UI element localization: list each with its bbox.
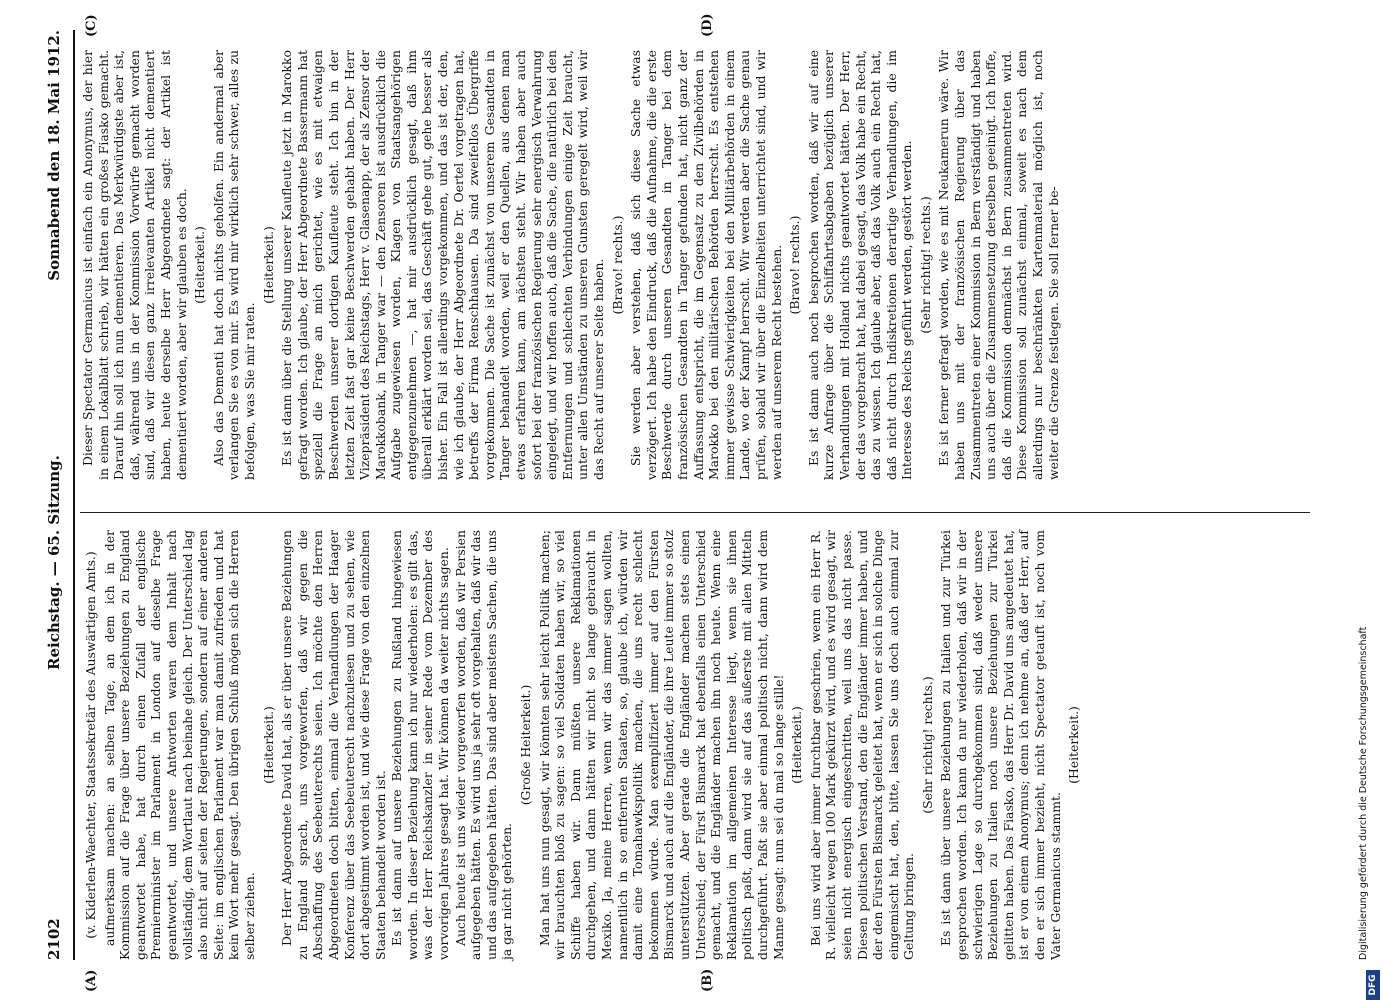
paragraph: Sie werden aber verstehen, daß sich diese Sache etwas verzögert. Ich habe den Eindruck, daß die Aufnahme, die die erste Beschwerde durch unseren Gesandten in Tanger bei dem französischen Gesandten in Tanger gefunden hat, nicht ganz der Auffassung entspricht, die im Gegensatz zu den Zivilbehörden in Marokko bei den militärischen Behörden herrscht. Es entstehen immer gewisse Schwierigkeiten bei den Militärbehörden in einem Lande, wo der Kampf herrscht. Wir werden aber die Sache genau prüfen, sobald wir über die Einzelheiten unterrichtet sind, und wir werden auf unserem Recht bestehen.: [628, 50, 784, 480]
page-header: [45, 30, 71, 960]
paragraph: Es ist dann über unsere Beziehungen zu Italien und zur Türkei gesprochen worden. Ich kann da nur wiederholen, daß wir in der schwierigen Lage so durchgekommen sind, daß weder unsere Beziehungen zu Italien noch unsere Beziehungen zur Türkei gelitten haben. Das Fiasko, das Herr Dr. David uns angedeutet hat, ist er von einem Anonymus; denn ich nehme an, daß der Herr, auf den er sich immer bezieht, nicht Spectator getauft ist, noch vom Vater Germanicus stammt.: [938, 530, 1063, 960]
paragraph: Es ist dann auf unsere Beziehungen zu Rußland hingewiesen worden. In dieser Beziehung kann ich nur wiederholen: es gilt das, was der Herr Reichskanzler in seiner Rede vom Dezember des vorvorigen Jahres gesagt hat. Wir können da weiter nichts sagen.: [389, 530, 452, 960]
paragraph: aufmerksam machen: an selben Tage, an dem ich in der Kommission auf die Frage über unsere Beziehungen zu England geantwortet habe, hat durch einen Zufall der englische Premierminister im Parlament in London auf dieselbe Frage geantwortet, und unsere Antworten waren dem Inhalt nach vollständig, dem Wortlaut nach beinahe gleich. Der Unterschied lag also nicht auf seiten der Regierungen, sondern auf einer anderen Seite: im englischen Parlament war man damit zufrieden und hat kein Wort mehr gesagt. Den übrigen Schluß mögen sich die Herren selber ziehen.: [101, 530, 257, 960]
remark: (Heiterkeit.): [192, 226, 208, 304]
dfg-logo: DFG: [1366, 970, 1380, 1000]
paragraph: Auch heute ist uns wieder vorgeworfen worden, daß wir Persien aufgegeben hätten. Es wird uns ja sehr oft vorgehalten, daß wir das und das aufgegeben hätten. Das sind aber meistens Sachen, die uns ja gar nicht gehörten.: [452, 530, 515, 960]
margin-mark-a: (A): [84, 969, 99, 992]
remark: (Heiterkeit.): [789, 706, 805, 784]
paragraph: Es ist dann auch noch besprochen worden, daß wir auf eine kurze Anfrage über die Schiffahrtsabgaben bezüglich unserer Verhandlungen mit Holland nichts geantwortet hätten. Der Herr, der das vorgebracht hat, hat dabei gesagt, das Volk habe ein Recht, das zu wissen. Ich glaube aber, daß das Volk auch ein Recht hat, daß nicht durch Indiskretionen derartige Verhandlungen, die im Interesse des Reichs geführt werden, gestört werden.: [805, 50, 915, 480]
remark: (Große Heiterkeit.): [518, 684, 534, 806]
margin-mark-c: (C): [84, 14, 99, 37]
remark: (Bravo! rechts.): [787, 215, 803, 315]
page-number: 2102: [45, 918, 63, 960]
header-rule: [73, 30, 75, 960]
paragraph: Der Herr Abgeordnete David hat, als er über unsere Beziehungen zu England sprach, uns vorgeworfen, daß wir gegen die Abschaffung des Seebeuterechts seien. Ich möchte den Herren Abgeordneten doch bitten, einmal die Verhandlungen der Haager Konferenz über das Seebeuterecht nachzulesen und zu sehen, wie dort abgestimmt worden ist, und wie diese Frage von den einzelnen Staaten behandelt worden ist.: [279, 530, 388, 960]
text-column-left: [80, 530, 1085, 960]
text-column-right: [80, 50, 1062, 480]
remark: (Heiterkeit.): [260, 706, 276, 784]
column-divider: [80, 512, 1310, 513]
remark: (Bravo! rechts.): [609, 215, 625, 315]
paragraph: Man hat uns nun gesagt, wir könnten sehr leicht Politik machen; wir brauchten bloß zu sagen: so viel Soldaten haben wir, so viel Schiffe haben wir. Dann müßten unsere Reklamationen durchgehen, und dann hätten wir nicht so lange gebraucht in Mexiko. Ja, meine Herren, wenn wir das immer sagen wollten, namentlich in so entfernten Staaten, so, glaube ich, würden wir damit eine Tomahawkspolitik machen, die uns recht schlecht bekommen würde. Man exemplifiziert immer auf den Fürsten Bismarck und auch auf die Engländer, die ihre Leute immer so stolz unterstützten. Aber gerade die Engländer machen stets einen Unterschied; der Fürst Bismarck hat ebenfalls einen Unterschied gemacht, und die Engländer machen ihn noch heute. Wenn eine Reklamation im allgemeinen Interesse liegt, wenn sie ihnen politisch paßt, dann wird sie auf das äußerste mit allen Mitteln durchgeführt. Paßt sie aber einmal politisch nicht, dann wird dem Manne gesagt: nun sei du mal so lange stille!: [536, 530, 786, 960]
session-title: Reichstag. — 65. Sitzung.: [45, 455, 63, 670]
paragraph: Es ist dann über die Stellung unserer Kaufleute jetzt in Marokko gefragt worden. Ich glaube, der Herr Abgeordnete Bassermann hat speziell die Frage an mich gerichtet, wie es mit etwaigen Beschwerden unserer dortigen Kaufleute steht. Ich bin in der letzten Zeit fast gar keine Beschwerden gehabt haben. Der Herr Vizepräsident des Reichstags, Herr v. Glasenapp, der als Zensor der Marokkobank, in Tanger war — den Zensoren ist ausdrücklich die Aufgabe zugewiesen worden, Klagen von Staatsangehörigen entgegenzunehmen —, hat mir ausdrücklich gesagt, daß ihm überall erklärt worden sei, das Geschäft gehe gut, gehe besser als bisher. Ein Fall ist allerdings vorgekommen, und das ist der, den, wie ich glaube, der Herr Abgeordnete Dr. Oertel vorgetragen hat, betreffs der Firma Renschhausen. Da sind zweifellos Übergriffe vorgekommen. Die Sache ist zunächst von unserem Gesandten in Tanger behandelt worden, weil er den Quellen, aus denen man etwas erfahren kann, am nächsten steht. Wir haben aber auch sofort bei der französischen Regierung sehr energisch Verwahrung eingelegt, und wir hoffen auch, daß die Sache, die natürlich bei den Entfernungen und schlechten Verbindungen einige Zeit braucht, unter allen Umständen zu unseren Gunsten geregelt wird, weil wir das Recht auf unserer Seite haben.: [279, 50, 606, 480]
remark: (Sehr richtig! rechts.): [919, 676, 935, 814]
paragraph: Es ist ferner gefragt worden, wie es mit Neukamerun wäre. Wir haben uns mit der französischen Regierung über das Zusammentreten einer Kommission in Bern verständigt und haben uns auch über die Zusammensetzung derselben geeinigt. Ich hoffe, daß die Kommission demnächst in Bern zusammentreten wird. Diese Kommission soll zunächst einmal, soweit es nach dem allerdings nur beschränkten Kartenmaterial möglich ist, noch weiter die Grenze festlegen. Sie soll ferner be-: [936, 50, 1061, 480]
remark: (Heiterkeit.): [260, 226, 276, 304]
remark: (Heiterkeit.): [1066, 706, 1082, 784]
margin-mark-d: (D): [700, 13, 715, 37]
session-date: Sonnabend den 18. Mai 1912.: [45, 30, 63, 281]
remark: (Sehr richtig! rechts.): [917, 196, 933, 334]
margin-mark-b: (B): [700, 968, 715, 992]
paragraph: Dieser Spectator Germanicus ist einfach ein Anonymus, der hier in einem Lokalblatt schrieb, wir hätten ein großes Fiasko gemacht. Darauf hin soll ich nun dementieren. Das Merkwürdigste aber ist, daß, während uns in der Kommission Vorwürfe gemacht worden sind, daß wir diesen ganz irrelevanten Artikel nicht dementiert haben, heute derselbe Herr Abgeordnete sagt: der Artikel ist dementiert worden, aber wir glauben es doch.: [80, 50, 189, 480]
digitization-credit: Digitalisierung gefördert durch die Deutsche Forschungsgemeinschaft: [1358, 626, 1369, 960]
remark: (v. Kiderlen-Waechter, Staatssekretär des Auswärtigen Amts.): [83, 551, 98, 939]
paragraph: Bei uns wird aber immer furchtbar geschrien, wenn ein Herr R. R. vielleicht wegen 100 Mark gekürzt wird, und es wird gesagt, wir seien nicht energisch eingeschritten, weil uns das nicht passe. Diesen politischen Verstand, den die Engländer immer haben, und der den Fürsten Bismarck geleitet hat, wenn er sich in solche Dinge eingemischt hat, den, bitte, lassen Sie uns doch auch einmal zur Geltung bringen.: [807, 530, 917, 960]
paragraph: Also das Dementi hat doch nichts geholfen. Ein andermal aber verlangen Sie es von mir. Es wird mir wirklich sehr schwer, alles zu befolgen, was Sie mir raten.: [210, 50, 257, 480]
